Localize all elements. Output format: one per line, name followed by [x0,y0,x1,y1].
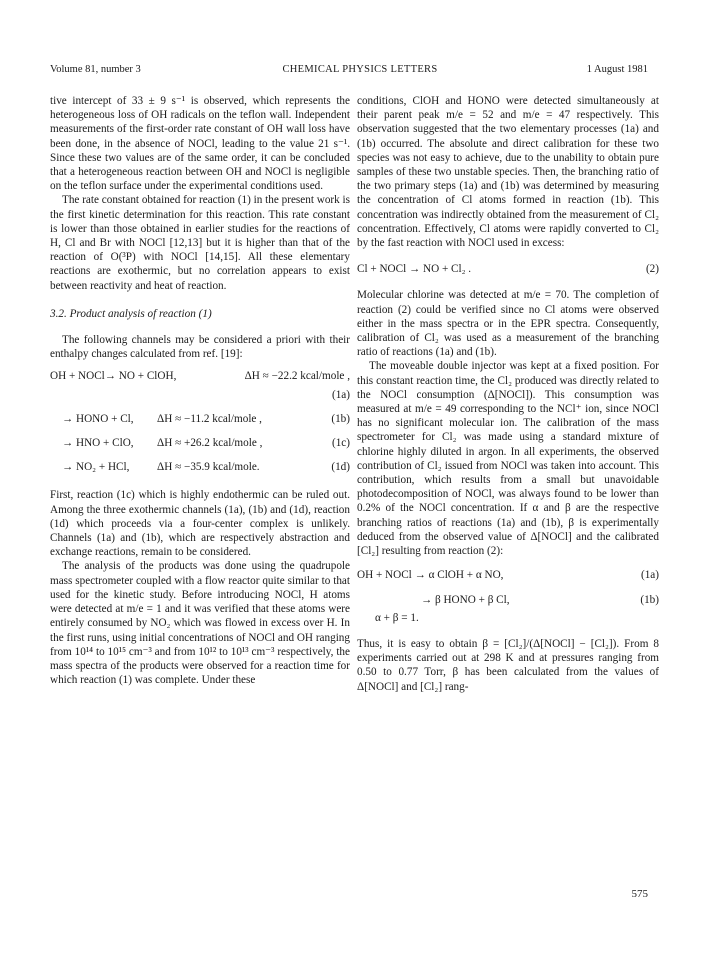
equation-number: (1a) [331,388,350,401]
equation-number: (1a) [640,569,659,582]
reaction-enthalpy: ΔH ≈ −11.2 kcal/mole , [157,412,262,425]
reaction-1d [50,460,350,474]
section-heading: 3.2. Product analysis of reaction (1) [50,307,212,320]
paragraph: Molecular chlorine was detected at m/e = 70. The completion of reaction (2) could be verified since no Cl atoms were observed either in the mass spectra or in the EPR spectra. Consequently, calibration of Cl₂ was used as a measurement of the branching ratio of reactions (1a) and (1b). [357,289,659,359]
right-column [357,94,659,694]
equation-number: (1d) [331,461,350,474]
equation-text: α + β = 1. [375,611,419,624]
equation-number: (1b) [640,593,659,606]
paragraph: conditions, ClOH and HONO were detected simultaneously at their parent peak m/e = 52 and m/e = 47 respectively. This observation suggested that the two elementary processes (1a) and (1b) occurred. The absolute and direct calibration for these two species was not easy to achieve, due to the unability to obtain pure samples of these two unstable species. Then, the branching ratio of the two primary steps (1a) and (1b) was determined by measuring the concentration of Cl atoms formed in reaction (1b). This concentration was indirectly obtained from the measurement of Cl₂ concentration. Effectively, Cl atoms were rapidly converted to Cl₂ by the fast reaction with NOCl used in excess: [357,95,659,250]
reaction-enthalpy: ΔH ≈ +26.2 kcal/mole , [157,437,263,450]
paragraph: The moveable double injector was kept at a fixed position. For this constant reaction time, the Cl₂ produced was directly related to the NOCl consumption (Δ[NOCl]). This consumption was measured at m/e = 49 corresponding to the NCl⁺ ion, since NOCl has no significant molecular ion. The calibration of the mass spectrometer for Cl₂ was made using a standard mixture of chlorine highly diluted in argon. In all experiments, the observed contribution of Cl₂ issued from NOCl was taken into account. This contribution, which results from a small but unavoidable photodecomposition of NOCl, was always found to be lower than 0.2% of the NOCl concentration. If α and β are the respective branching ratios of reactions (1a) and (1b), β is experimentally deduced from the observed value of Δ[NOCl] and the calibrated [Cl₂] resulting from reaction (2): [357,360,659,558]
paragraph: First, reaction (1c) which is highly endothermic can be ruled out. Among the three exothermic channels (1a), (1b) and (1d), reaction (1d) which proceeds via a four-center complex is unlikely. Channels (1a) and (1b), which are respectively abstraction and exchange reactions, remain to be considered. [50,489,350,559]
reaction-1b [50,412,350,426]
paragraph: The following channels may be considered a priori with their enthalpy changes calculated from ref. [19]: [50,334,350,361]
reaction-enthalpy: ΔH ≈ −35.9 kcal/mole. [157,461,260,474]
header-journal: CHEMICAL PHYSICS LETTERS [282,64,438,75]
header-date: 1 August 1981 [586,64,648,75]
paragraph: The rate constant obtained for reaction (1) in the present work is the first kinetic determination for this reaction. This rate constant is lower than those obtained in earlier studies for the reactions of H, Cl and Br with NOCl [12,13] but it is higher than that of the reaction of O(³P) with NOCl [14,15]. All these elementary reactions are exothermic, but no correlation appears to exist between reactivity and heat of reaction. [50,194,350,292]
reaction-lhs: OH + NOCl→ NO + ClOH, [50,370,177,383]
equation-text: Cl + NOCl → NO + Cl₂ . [357,263,472,276]
equation-text: OH + NOCl → α ClOH + α NO, [357,569,504,582]
equation-number: (1c) [331,437,350,450]
header-volume: Volume 81, number 3 [50,64,141,75]
paragraph: tive intercept of 33 ± 9 s⁻¹ is observed, which represents the heterogeneous loss of OH radicals on the teflon wall. Independent measurements of the first-order rate constant of OH wall loss have been done, in the absence of NOCl, leading to the value 21 s⁻¹. Since these two values are of the same order, it can be concluded that a heterogeneous reaction between OH and NOCl is negligible on the teflon surface under the experimental conditions used. [50,95,350,193]
reaction-lhs: → HNO + ClO, [62,437,134,450]
reaction-enthalpy: ΔH ≈ −22.2 kcal/mole , [244,370,350,383]
reaction-1a-number-row [50,388,350,402]
equation-2 [357,262,659,276]
reaction-lhs: → NO₂ + HCl, [62,461,130,474]
reaction-1c [50,436,350,450]
paragraph: The analysis of the products was done using the quadrupole mass spectrometer coupled with a flow reactor quite similar to that used for the kinetic study. Before introducing NOCl, H atoms were detected at m/e = 1 and it was verified that these atoms were entirely consumed by NO₂ which was flowed in excess over H. In the first runs, using initial concentrations of NOCl and OH ranging from 10¹⁴ to 10¹⁵ cm⁻³ and from 10¹² to 10¹³ cm⁻³ respectively, the mass spectra of the products were observed for a reaction time for which reaction (1) was complete. Under these [50,560,350,687]
page-number: 575 [631,888,648,900]
reaction-lhs: → HONO + Cl, [62,412,134,425]
equation-text: → β HONO + β Cl, [421,593,510,606]
reaction-1a [50,369,350,383]
equation-number: (1b) [331,412,350,425]
equation-1a [357,568,659,582]
equation-number: (2) [645,263,659,276]
left-column [50,94,350,687]
equation-1b [357,593,659,607]
equation-sum [357,611,659,625]
paragraph: Thus, it is easy to obtain β = [Cl₂]/(Δ[NOCl] − [Cl₂]). From 8 experiments carried out at 298 K and at pressures ranging from 0.50 to 0.77 Torr, β has been calculated from the values of Δ[NOCl] and [Cl₂] rang- [357,637,659,693]
